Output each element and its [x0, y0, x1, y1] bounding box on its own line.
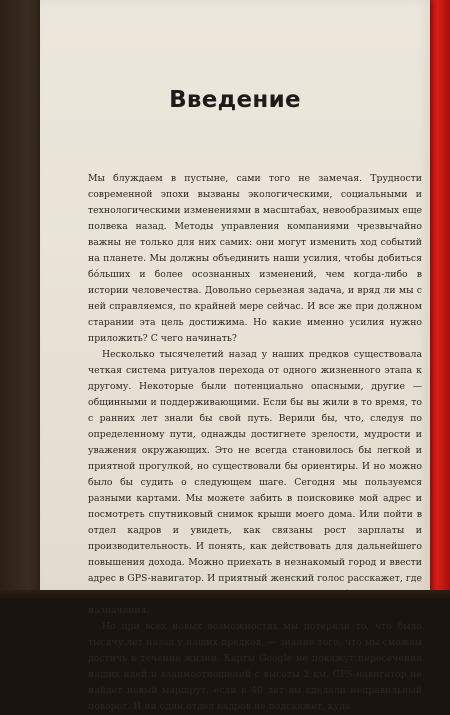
paragraph-2: Несколько тысячелетий назад у наших предков существовала четкая система ритуалов перехода от одного жизненного этапа к другому. Некоторые были потенциально опасными, другие — общинными и поддерживающими. Если бы вы жили в то время, то с ранних лет знали бы свой путь. Верили бы, что, следуя по определенному пути, однажды достигнете зрелости, мудрости и уважения окружающих. Это не всегда становилось бы легкой и приятной прогулкой, но существовали бы ориентиры. И но можно было бы судить о следующем шаге. Сегодня мы пользуемся разными картами. Мы можете забить в поисковике мой адрес и посмотреть спутниковый снимок крыши моего дома. Или пойти в отдел кадров и увидеть, как связаны рост зарплаты и производительность. И понять, как действовать для дальнейшего повышения дохода. Можно приехать в незнакомый город и ввести адрес в GPS-навигатор. И приятный женский голос расскажет, где назначения.	[88, 349, 422, 616]
paragraph-1: Мы блуждаем в пустыне, сами того не замечая. Трудности современной эпохи вызваны экологическими, социальными и технологическими изменениями в масштабах, невообразимых еще полвека назад. Методы управления компаниями чрезвычайно важны не только для них самих: они могут изменить ход событий на планете. Мы должны объединить наши усилия, чтобы добиться бо́льших и более осознанных изменений, чем когда-либо в истории человечества. Довольно серьезная задача, и вряд ли мы с ней справляемся, по крайней мере сейчас. И все же при должном старании эта цель достижима. Но какие именно усилия нужно приложить? С чего начинать?	[88, 173, 422, 344]
table-surface-bottom	[0, 590, 450, 600]
book-cover-edge	[428, 0, 450, 600]
body-text	[88, 171, 422, 715]
book-page	[40, 0, 430, 712]
show-through-text	[95, 38, 395, 50]
chapter-title: Введение	[169, 87, 301, 113]
table-surface-left	[0, 0, 40, 600]
paragraph-3: Но при всех новых возможностях мы потеряли то, что было тысячу лет назад у наших предков, — знание того, что мы сможем достичь в течение жизни. Карты Google не покажут пересечения наших идей и взаимоотношений с высоты 2 км. GPS-навигатор не найдет новый маршрут, если в 40 лет вы сделали неправильный поворот. И ни один отдел кадров не подскажет, куда	[88, 621, 422, 712]
